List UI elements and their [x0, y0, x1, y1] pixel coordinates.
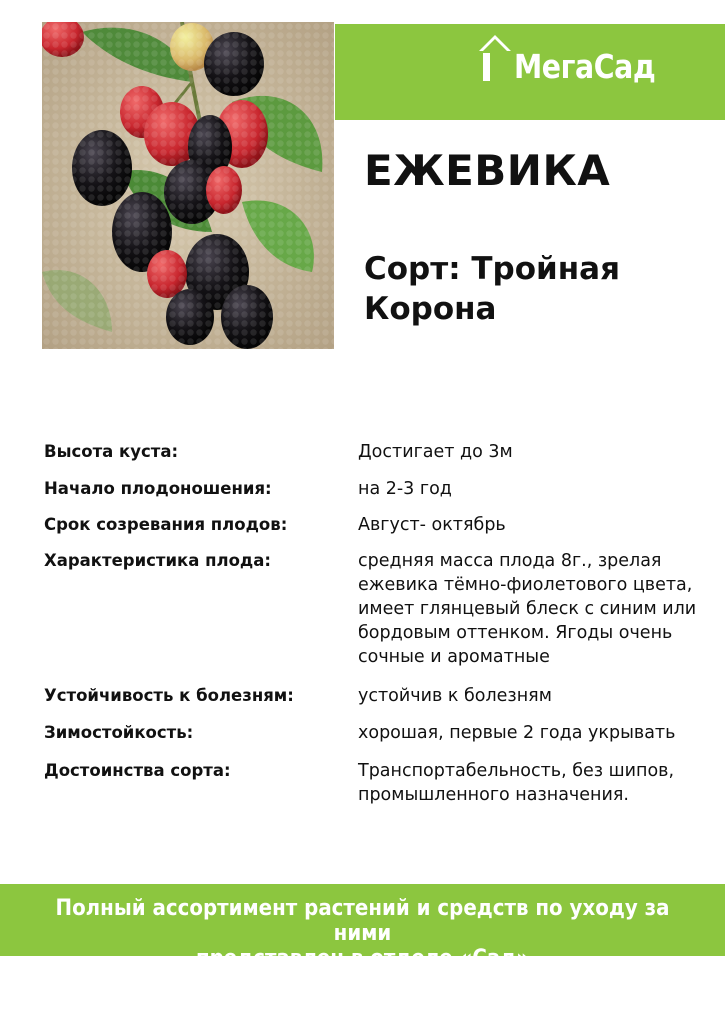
- product-title: ЕЖЕВИКА: [364, 146, 611, 195]
- spec-value: устойчив к болезням: [358, 686, 552, 706]
- spec-label: Характеристика плода:: [44, 551, 271, 570]
- product-variety: [364, 249, 694, 329]
- spec-value: Достигает до 3м: [358, 442, 513, 462]
- spec-label: Достоинства сорта:: [44, 761, 231, 780]
- brand-name: МегаСад: [514, 47, 656, 86]
- variety-line-1: Сорт: Тройная: [364, 251, 620, 287]
- house-icon: [478, 33, 512, 83]
- spec-value: Август- октябрь: [358, 515, 506, 535]
- spec-label: Начало плодоношения:: [44, 479, 272, 498]
- spec-label: Высота куста:: [44, 442, 179, 461]
- spec-value: на 2-3 год: [358, 479, 452, 499]
- blackberry-photo: [42, 22, 334, 349]
- spec-label: Срок созревания плодов:: [44, 515, 288, 534]
- spec-value: Транспортабельность, без шипов, промышленного назначения.: [358, 761, 675, 805]
- footer-line-1: Полный ассортимент растений и средств по уходу за ними: [55, 896, 670, 946]
- footer-text: [0, 896, 725, 971]
- footer-line-2: представлен в отделе «Сад»: [195, 946, 530, 971]
- spec-label: Устойчивость к болезням:: [44, 686, 294, 705]
- spec-value: средняя масса плода 8г., зрелая ежевика тёмно-фиолетового цвета, имеет глянцевый блеск с синим или бордовым оттенком. Ягоды очень сочные и ароматные: [358, 551, 697, 667]
- spec-value: хорошая, первые 2 года укрывать: [358, 723, 676, 743]
- spec-label: Зимостойкость:: [44, 723, 194, 742]
- variety-line-2: Корона: [364, 291, 497, 327]
- brand-logo: [478, 33, 678, 86]
